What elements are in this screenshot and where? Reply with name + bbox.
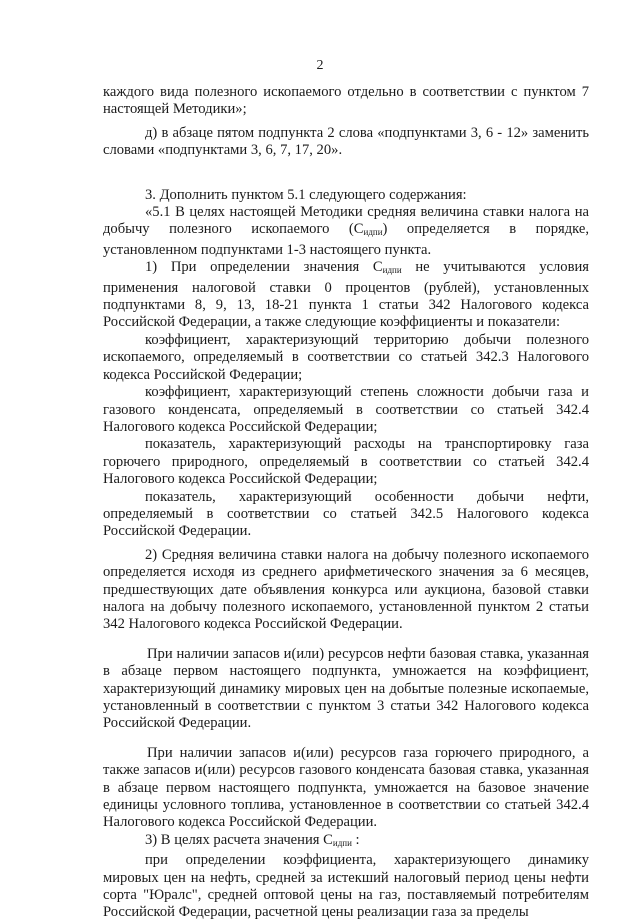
paragraph-gas-reserves: При наличии запасов и(или) ресурсов газа горючего природного, а также запасов и(или) ресурсов газового конденсата базовая ставка, указанная в абзаце первом настоящего подпункта, умножается на базовое значение единицы условного топлива, установленное в соответствии со статьей 342.4 Налогового кодекса Российской Федерации.: [103, 744, 589, 831]
paragraph-5-1: «5.1 В целях настоящей Методики средняя величина ставки налога на добычу полезного ископаемого $(С_{идпи})$ определяется в порядке, установленном подпунктами 1-3 настоящего пункта.: [103, 204, 590, 258]
paragraph-section-3: 3. Дополнить пунктом 5.1 следующего содержания:: [145, 186, 467, 203]
paragraph-oil-reserves: При наличии запасов и(или) ресурсов нефти базовая ставка, указанная в абзаце первом настоящего подпункта, умножается на коэффициент, характеризующий динамику мировых цен на добытые полезные ископаемые, установленный в соответствии с пунктом 3 статьи 342 Налогового кодекса Российской Федерации.: [103, 645, 589, 732]
paragraph-transport-indicator: показатель, характеризующий расходы на транспортировку газа горючего природного, определяемый в соответствии со статьей 342.4 Налогового кодекса Российской Федерации;: [103, 436, 589, 488]
paragraph-complexity-coefficient: коэффициент, характеризующий степень сложности добычи газа и газового конденсата, определяемый в соответствии со статьей 342.4 Налогового кодекса Российской Федерации;: [103, 384, 589, 435]
paragraph-oil-indicator: показатель, характеризующий особенности добычи нефти, определяемый в соответствии со статьей 342.5 Налогового кодекса Российской Федерации.: [103, 488, 589, 540]
page-number: 2: [316, 58, 324, 73]
paragraph-coefficient-determination: при определении коэффициента, характеризующего динамику мировых цен на нефть, средней за истекший налоговый период цены нефти сорта "Юралс", средней оптовой цены на газ, поставляемый потребителям Российской Федерации, расчетной цены реализации газа за пределы: [103, 852, 589, 921]
paragraph-methodology-reference: каждого вида полезного ископаемого отдельно в соответствии с пунктом 7 настоящей Методики»;: [103, 84, 589, 118]
document-body: [103, 84, 589, 922]
paragraph-territory-coefficient: коэффициент, характеризующий территорию добычи полезного ископаемого, определяемый в соответствии со статьей 342.3 Налогового кодекса Российской Федерации;: [103, 331, 589, 383]
paragraph-subitem-3: 3) В целях расчета значения $С_{идпи}$ :: [145, 831, 360, 848]
paragraph-subitem-1: 1) При определении значения $С_{идпи}$ не учитываются условия применения налоговой ставки 0 процентов (рублей), установленных подпунктами 8, 9, 13, 18-21 пункта 1 статьи 342 Налогового кодекса Российской Федерации, а также следующие коэффициенты и показатели:: [103, 259, 590, 331]
paragraph-item-d: д) в абзаце пятом подпункта 2 слова «подпунктами 3, 6 - 12» заменить словами «подпунктами 3, 6, 7, 17, 20».: [103, 124, 589, 159]
paragraph-subitem-2: 2) Средняя величина ставки налога на добычу полезного ископаемого определяется исходя из среднего арифметического значения за 6 месяцев, предшествующих дате объявления конкурса или аукциона, базовой ставки налога на добычу полезного ископаемого, установленной пунктом 2 статьи 342 Налогового кодекса Российской Федерации.: [103, 546, 589, 633]
